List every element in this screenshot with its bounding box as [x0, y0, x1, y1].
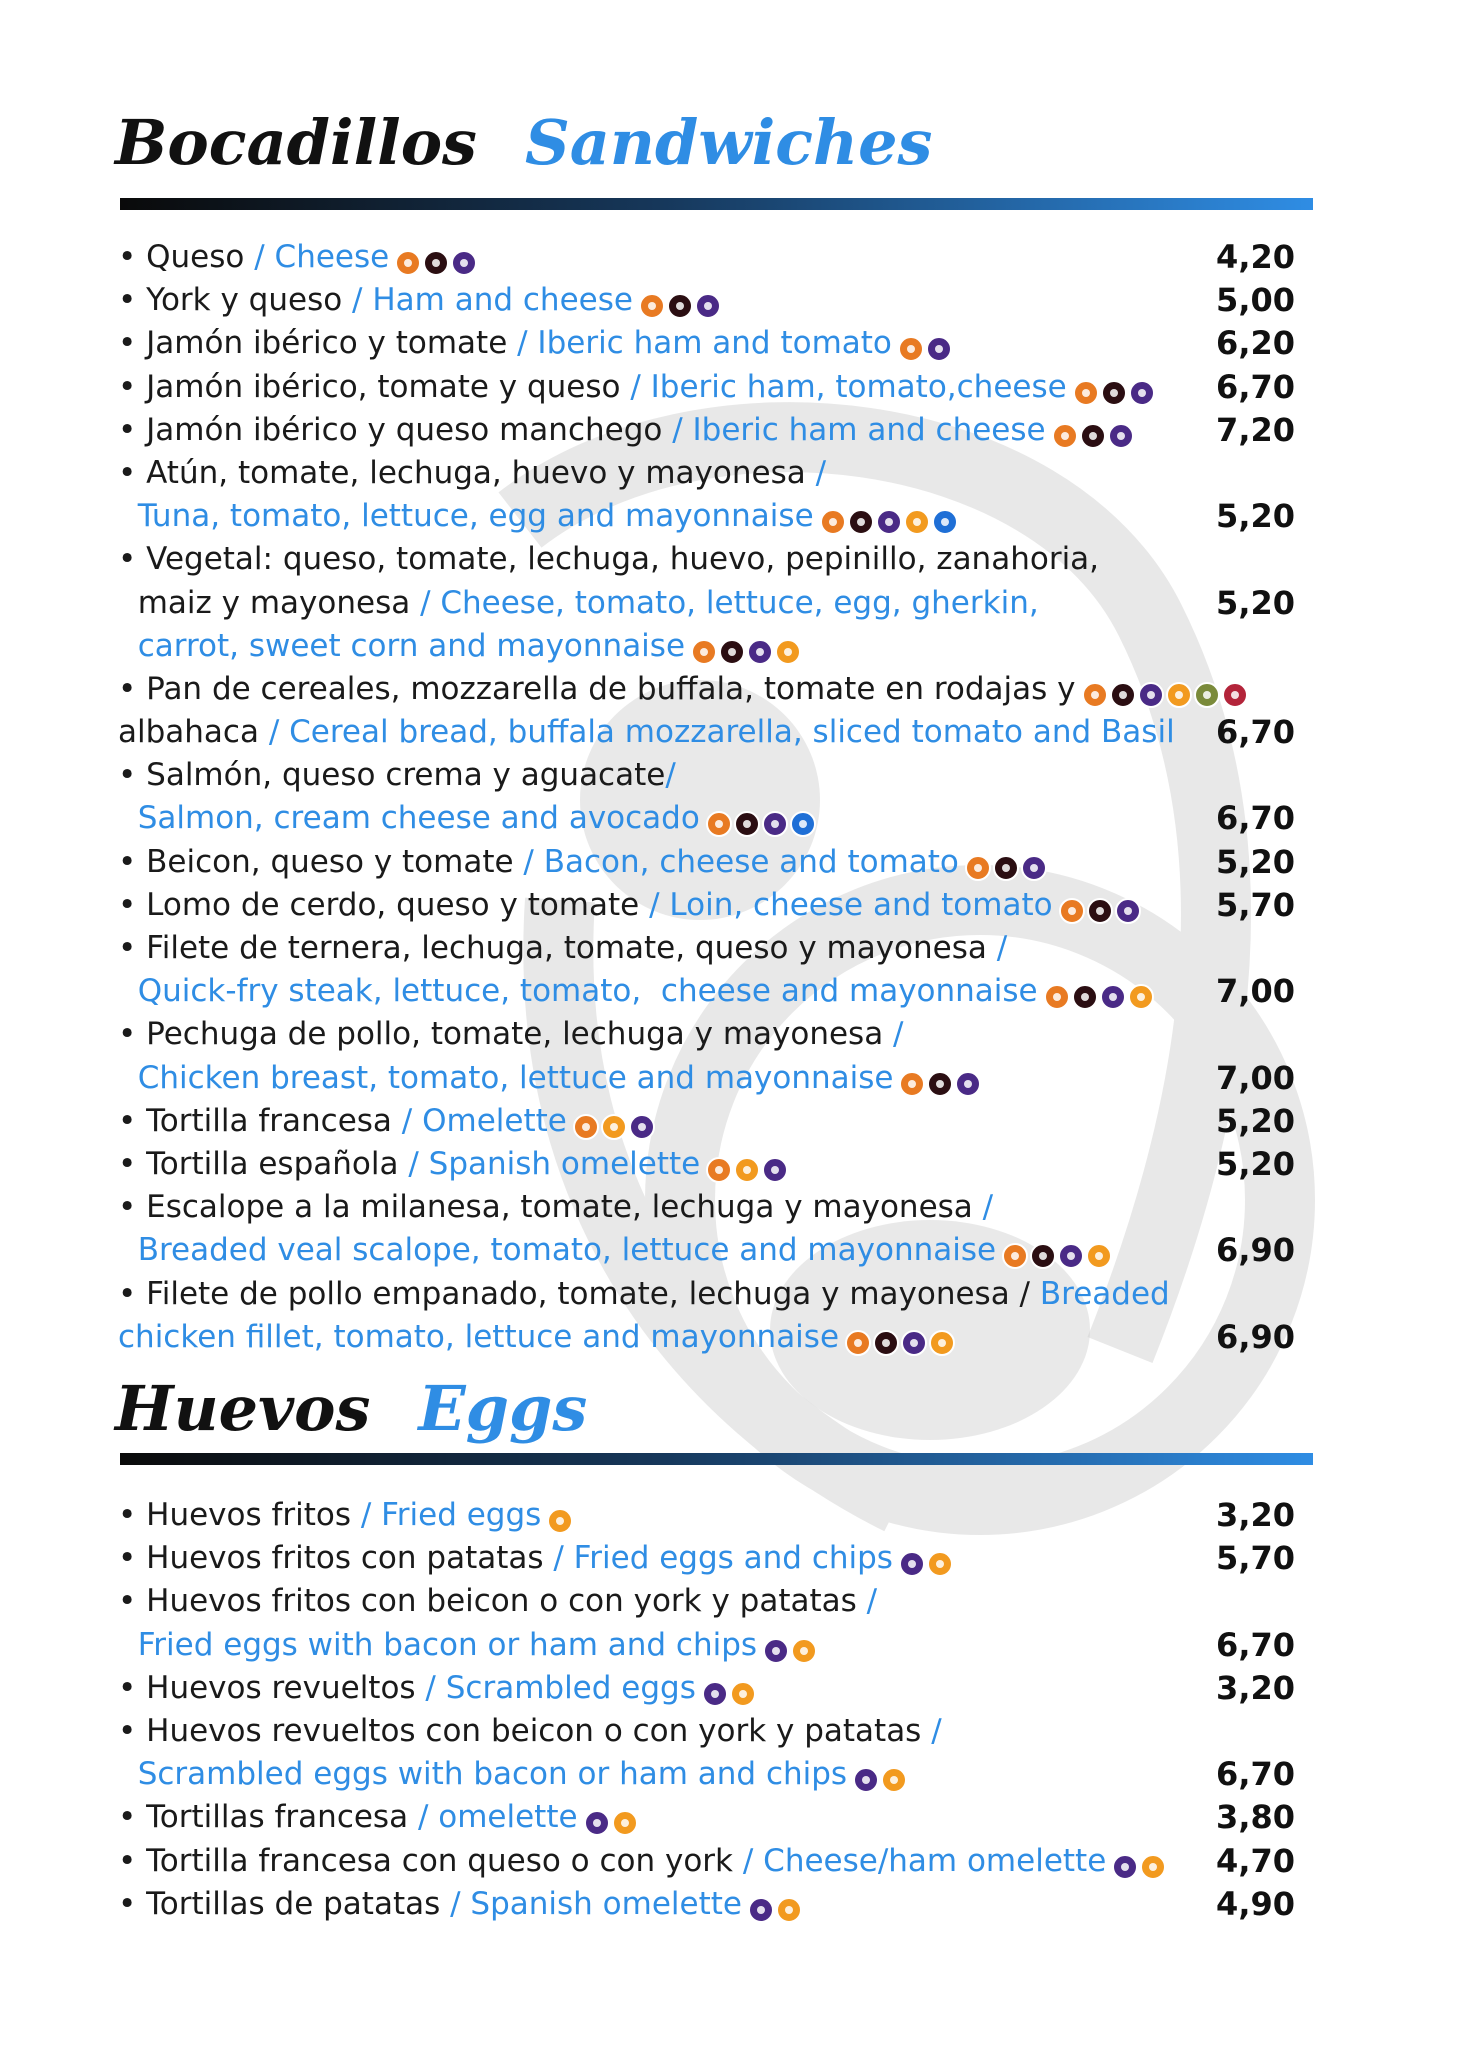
item-price: 5,70 [1216, 1539, 1295, 1578]
item-name-en: / Fried eggs and chips [543, 1540, 893, 1577]
dairy-icon [873, 1330, 899, 1356]
menu-line [118, 841, 1298, 884]
gluten-icon [1073, 380, 1099, 406]
allergen-icons [547, 1502, 575, 1532]
item-price: 3,80 [1216, 1798, 1295, 1837]
dairy-icon [993, 855, 1019, 881]
item-price: 7,20 [1216, 410, 1295, 449]
menu-line [118, 322, 1298, 365]
soy-icon [926, 336, 952, 362]
soy-icon [1138, 682, 1164, 708]
allergen-icons [702, 1674, 758, 1704]
item-price: 6,70 [1216, 1755, 1295, 1794]
item-name-es: • Huevos fritos con beicon o con york y patatas [118, 1583, 857, 1620]
menu-line [118, 1143, 1298, 1186]
allergen-icons [965, 848, 1049, 878]
gluten-icon [1059, 898, 1085, 924]
item-name-es: • Lomo de cerdo, queso y tomate [118, 886, 640, 923]
soy-icon [629, 1114, 655, 1140]
gluten-icon [899, 1071, 925, 1097]
item-name-es: • Salmón, queso crema y aguacate [118, 757, 666, 794]
soy-icon [1100, 984, 1126, 1010]
egg-icon [881, 1767, 907, 1793]
dairy-icon [719, 639, 745, 665]
item-price: 7,00 [1216, 1058, 1295, 1097]
item-name-en: / Spanish omelette [440, 1885, 742, 1922]
item-name-es: • Jamón ibérico y queso manchego [118, 411, 663, 448]
item-name-es: • Atún, tomate, lechuga, huevo y mayonesa [118, 454, 806, 491]
item-price: 5,20 [1216, 842, 1295, 881]
item-name-es: • Tortillas de patatas [118, 1885, 441, 1922]
gluten-icon [898, 336, 924, 362]
gluten-icon [706, 1157, 732, 1183]
egg-icon [776, 1897, 802, 1923]
gluten-icon [845, 1330, 871, 1356]
section-title-sandwiches [115, 106, 933, 179]
dairy-icon [1087, 898, 1113, 924]
egg-icon [612, 1810, 638, 1836]
menu-line [118, 1580, 1298, 1623]
allergen-icons [1112, 1847, 1168, 1877]
allergen-icons [845, 1323, 957, 1353]
item-price: 6,20 [1216, 324, 1295, 363]
item-price: 5,70 [1216, 885, 1295, 924]
soy-icon [1129, 380, 1155, 406]
gluten-icon [1002, 1243, 1028, 1269]
item-name-en: / [883, 1016, 904, 1053]
item-name-es: • Queso [118, 239, 245, 275]
gluten-icon [706, 811, 732, 837]
allergen-icons [395, 244, 479, 274]
soy-icon [876, 509, 902, 535]
item-name-en: / Iberic ham and tomato [507, 325, 892, 362]
item-name-es: • Pan de cereales, mozzarella de buffala, tomate en rodajas y [118, 670, 1076, 707]
dairy-icon [848, 509, 874, 535]
item-name-es: • Escalope a la milanesa, tomate, lechuga y mayonesa [118, 1189, 973, 1226]
nuts-icon [1194, 682, 1220, 708]
allergen-icons [639, 287, 723, 317]
item-name-es: • Huevos fritos con patatas [118, 1540, 544, 1577]
menu-line [118, 1186, 1298, 1229]
item-price: 4,70 [1216, 1841, 1295, 1880]
egg-icon [775, 639, 801, 665]
allergen-icons [820, 503, 960, 533]
menu-line [118, 1710, 1298, 1753]
allergen-icons [853, 1761, 909, 1791]
item-price: 3,20 [1216, 1496, 1295, 1534]
eggs-list [118, 1494, 1298, 1926]
fish-icon [932, 509, 958, 535]
gluten-icon [1052, 423, 1078, 449]
item-name-en: / Spanish omelette [398, 1145, 701, 1182]
item-price: 5,20 [1216, 583, 1295, 622]
item-name-en: carrot, sweet corn and mayonnaise [118, 627, 686, 664]
sandwiches-list [118, 236, 1298, 1359]
menu-line [118, 1883, 1298, 1926]
soy-icon [1108, 423, 1134, 449]
item-name-en: / Cheese/ham omelette [733, 1842, 1107, 1879]
item-name-es: • Huevos revueltos [118, 1669, 416, 1706]
dairy-icon [667, 293, 693, 319]
soy-icon [762, 811, 788, 837]
menu-line [118, 236, 1298, 279]
item-name-es: • Huevos fritos [118, 1497, 352, 1533]
allergen-icons [1052, 416, 1136, 446]
item-price: 6,70 [1216, 1625, 1295, 1664]
gluten-icon [395, 250, 421, 276]
menu-line [118, 1273, 1298, 1316]
menu-line [118, 366, 1298, 409]
soy-icon [1021, 855, 1047, 881]
allergen-icons [1073, 373, 1157, 403]
egg-icon [1086, 1243, 1112, 1269]
section-title-en: Eggs [418, 1372, 588, 1445]
allergen-icons [706, 805, 818, 835]
item-name-es: • Tortilla francesa con queso o con york [118, 1842, 734, 1879]
item-name-en: / Cheese, tomato, lettuce, egg, gherkin, [410, 584, 1039, 621]
item-name-en: / [805, 454, 827, 491]
menu-line [118, 711, 1298, 754]
menu-line [118, 1667, 1298, 1710]
dairy-icon [734, 811, 760, 837]
item-name-en: / Omelette [391, 1102, 567, 1139]
soy-icon [1112, 1854, 1138, 1880]
section-title-es: Huevos [115, 1372, 371, 1445]
gluten-icon [820, 509, 846, 535]
egg-icon [601, 1114, 627, 1140]
menu-line [118, 1316, 1298, 1359]
gluten-icon [1082, 682, 1108, 708]
menu-line [118, 279, 1298, 322]
egg-icon [547, 1508, 573, 1534]
menu-line [118, 452, 1298, 495]
egg-icon [929, 1330, 955, 1356]
item-name-en: / Cereal bread, buffala mozzarella, sliced tomato and Basil [258, 714, 1175, 751]
item-price: 5,00 [1216, 281, 1295, 320]
item-name-en: / Iberic ham and cheese [662, 411, 1046, 448]
menu-line [118, 1753, 1298, 1796]
soy-icon [702, 1681, 728, 1707]
item-name-en: / Iberic ham, tomato,cheese [620, 368, 1067, 405]
menu-line [118, 1013, 1298, 1056]
egg-icon [927, 1551, 953, 1577]
item-name-es: • Tortilla española [118, 1145, 399, 1182]
dairy-icon [1030, 1243, 1056, 1269]
item-price: 4,90 [1216, 1884, 1295, 1923]
menu-line [118, 970, 1298, 1013]
fish-icon [790, 811, 816, 837]
item-name-en: / Cheese [244, 239, 390, 275]
item-name-es: • Tortillas francesa [118, 1799, 409, 1836]
soy-icon [584, 1810, 610, 1836]
item-name-en: / Bacon, cheese and tomato [513, 843, 959, 880]
item-name-es: • Tortilla francesa [118, 1102, 392, 1139]
dairy-icon [927, 1071, 953, 1097]
item-name-es: • Pechuga de pollo, tomate, lechuga y mayonesa [118, 1016, 884, 1053]
item-price: 5,20 [1216, 1101, 1295, 1140]
soy-icon [1058, 1243, 1084, 1269]
item-name-en: / omelette [408, 1799, 578, 1836]
soy-icon [762, 1157, 788, 1183]
gluten-icon [691, 639, 717, 665]
item-name-en: / [972, 1189, 994, 1226]
allergen-icons [691, 632, 803, 662]
egg-icon [1166, 682, 1192, 708]
menu-line [118, 1494, 1298, 1537]
item-price: 5,20 [1216, 497, 1295, 536]
allergen-icons [899, 1064, 983, 1094]
egg-icon [791, 1638, 817, 1664]
item-name-en: / [986, 930, 1008, 966]
item-name-en: Tuna, tomato, lettuce, egg and mayonnaise [118, 498, 814, 535]
item-name-en: Chicken breast, tomato, lettuce and mayonnaise [118, 1059, 894, 1096]
allergen-icons [584, 1804, 640, 1834]
soy-icon [899, 1551, 925, 1577]
item-price: 5,20 [1216, 1144, 1295, 1183]
section-title-en: Sandwiches [524, 106, 933, 179]
item-name-en: chicken fillet, tomato, lettuce and mayonnaise [118, 1318, 840, 1355]
item-name-es: • York y queso [118, 282, 343, 319]
soy-icon [747, 639, 773, 665]
item-name-en: / [665, 757, 676, 794]
section-divider [120, 1453, 1313, 1465]
allergen-icons [898, 330, 954, 360]
item-price: 7,00 [1216, 972, 1295, 1011]
soy-icon [451, 250, 477, 276]
dairy-icon [1080, 423, 1106, 449]
menu-line [118, 884, 1298, 927]
menu-line [118, 409, 1298, 452]
menu-line [118, 797, 1298, 840]
item-name-es: • Vegetal: queso, tomate, lechuga, huevo, pepinillo, zanahoria, [118, 541, 1100, 578]
soy-icon [748, 1897, 774, 1923]
item-name-es: maiz y mayonesa [118, 584, 411, 621]
item-price: 6,70 [1216, 367, 1295, 406]
dairy-icon [1072, 984, 1098, 1010]
menu-line [118, 625, 1298, 668]
menu-line [118, 1624, 1298, 1667]
soy-icon [695, 293, 721, 319]
item-name-en: Scrambled eggs with bacon or ham and chips [118, 1756, 848, 1793]
menu-line [118, 582, 1298, 625]
dairy-icon [1101, 380, 1127, 406]
menu-line [118, 1057, 1298, 1100]
item-price: 3,20 [1216, 1668, 1295, 1707]
gluten-icon [573, 1114, 599, 1140]
menu-line [118, 927, 1298, 970]
item-name-en: Quick-fry steak, lettuce, tomato, cheese and mayonnaise [118, 973, 1038, 1010]
item-name-en: / Fried eggs [351, 1497, 542, 1533]
gluten-icon [965, 855, 991, 881]
section-title-es: Bocadillos [115, 106, 477, 179]
menu-line [118, 1100, 1298, 1143]
menu-line [118, 668, 1298, 711]
menu-line [118, 1840, 1298, 1883]
item-price: 6,70 [1216, 713, 1295, 752]
item-price: 6,90 [1216, 1317, 1295, 1356]
item-name-en: / Scrambled eggs [415, 1669, 696, 1706]
allergen-icons [1044, 978, 1156, 1008]
item-name-es: • Filete de pollo empanado, tomate, lechuga y mayonesa / [118, 1275, 1031, 1312]
egg-icon [1140, 1854, 1166, 1880]
dairy-icon [423, 250, 449, 276]
egg-icon [734, 1157, 760, 1183]
item-name-en: Breaded [1030, 1275, 1170, 1312]
section-title-eggs [115, 1372, 588, 1445]
egg-icon [730, 1681, 756, 1707]
item-name-es: • Jamón ibérico y tomate [118, 325, 508, 362]
allergen-icons [573, 1107, 657, 1137]
item-price: 4,20 [1216, 238, 1295, 276]
menu-line [118, 754, 1298, 797]
item-name-en: Fried eggs with bacon or ham and chips [118, 1626, 758, 1663]
item-name-en: Breaded veal scalope, tomato, lettuce and mayonnaise [118, 1232, 997, 1269]
item-name-es: • Huevos revueltos con beicon o con york y patatas [118, 1712, 922, 1749]
allergen-icons [1082, 675, 1250, 705]
allergen-icons [748, 1890, 804, 1920]
soy-icon [955, 1071, 981, 1097]
item-name-es: • Beicon, queso y tomate [118, 843, 514, 880]
egg-icon [904, 509, 930, 535]
allergen-icons [763, 1631, 819, 1661]
allergen-icons [1059, 891, 1143, 921]
soy-icon [763, 1638, 789, 1664]
item-price: 6,90 [1216, 1231, 1295, 1270]
menu-line [118, 1229, 1298, 1272]
item-name-en: / Loin, cheese and tomato [639, 886, 1053, 923]
egg-icon [1128, 984, 1154, 1010]
item-name-en: / [856, 1583, 878, 1620]
allergen-icons [1002, 1237, 1114, 1267]
dairy-icon [1110, 682, 1136, 708]
soy-icon [1115, 898, 1141, 924]
other-icon [1222, 682, 1248, 708]
section-divider [120, 198, 1313, 210]
item-name-es: • Jamón ibérico, tomate y queso [118, 368, 621, 405]
allergen-icons [899, 1545, 955, 1575]
gluten-icon [639, 293, 665, 319]
item-name-en: / Ham and cheese [342, 282, 633, 319]
menu-line [118, 1796, 1298, 1839]
item-name-es: • Filete de ternera, lechuga, tomate, queso y mayonesa [118, 930, 987, 966]
menu-line [118, 1537, 1298, 1580]
item-name-es: albahaca [118, 714, 259, 751]
gluten-icon [1044, 984, 1070, 1010]
soy-icon [853, 1767, 879, 1793]
item-name-en: / [921, 1712, 942, 1749]
menu-line [118, 538, 1298, 581]
allergen-icons [706, 1150, 790, 1180]
soy-icon [901, 1330, 927, 1356]
item-name-en: Salmon, cream cheese and avocado [118, 800, 700, 837]
menu-line [118, 495, 1298, 538]
item-price: 6,70 [1216, 799, 1295, 838]
